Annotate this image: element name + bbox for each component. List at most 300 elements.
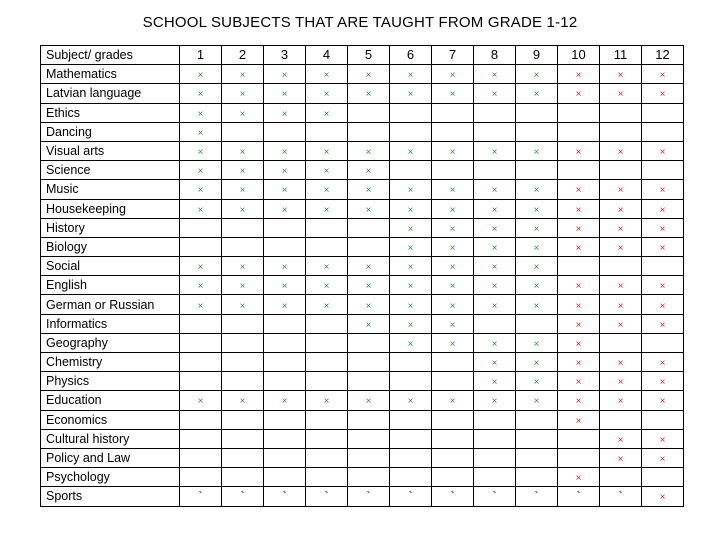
empty-cell bbox=[222, 237, 264, 256]
taught-mark bbox=[390, 218, 432, 237]
table-row bbox=[41, 180, 684, 199]
cross-mark-icon: × bbox=[575, 396, 582, 408]
empty-cell bbox=[222, 372, 264, 391]
cross-mark-icon: × bbox=[617, 185, 624, 197]
cross-mark-icon: × bbox=[449, 147, 456, 159]
tick-mark bbox=[390, 487, 432, 506]
tick-mark bbox=[222, 487, 264, 506]
taught-mark bbox=[642, 84, 684, 103]
subject-name: Housekeeping bbox=[41, 199, 180, 218]
empty-cell bbox=[390, 372, 432, 391]
taught-mark bbox=[390, 199, 432, 218]
cross-mark-icon: × bbox=[197, 89, 204, 101]
grade-header-6: 6 bbox=[390, 46, 432, 65]
empty-cell bbox=[180, 468, 222, 487]
cross-mark-icon: × bbox=[197, 185, 204, 197]
taught-mark bbox=[516, 353, 558, 372]
grade-header-10: 10 bbox=[558, 46, 600, 65]
subject-name: Latvian language bbox=[41, 84, 180, 103]
taught-mark bbox=[600, 353, 642, 372]
empty-cell bbox=[432, 353, 474, 372]
cross-mark-icon: × bbox=[239, 396, 246, 408]
tick-mark bbox=[558, 487, 600, 506]
taught-mark bbox=[600, 65, 642, 84]
cross-mark-icon: × bbox=[617, 89, 624, 101]
taught-mark bbox=[516, 199, 558, 218]
cross-mark-icon: × bbox=[617, 319, 624, 331]
empty-cell bbox=[558, 122, 600, 141]
empty-cell bbox=[600, 122, 642, 141]
taught-mark bbox=[558, 276, 600, 295]
taught-mark bbox=[600, 141, 642, 160]
cross-mark-icon: × bbox=[449, 319, 456, 331]
taught-mark bbox=[180, 295, 222, 314]
empty-cell bbox=[516, 429, 558, 448]
cross-mark-icon: × bbox=[491, 70, 498, 82]
cross-mark-icon: × bbox=[407, 300, 414, 312]
taught-mark bbox=[474, 372, 516, 391]
cross-mark-icon: × bbox=[533, 300, 540, 312]
cross-mark-icon: × bbox=[197, 147, 204, 159]
cross-mark-icon: × bbox=[197, 204, 204, 216]
cross-mark-icon: × bbox=[281, 281, 288, 293]
taught-mark bbox=[642, 65, 684, 84]
cross-mark-icon: × bbox=[239, 204, 246, 216]
taught-mark bbox=[600, 391, 642, 410]
taught-mark bbox=[348, 295, 390, 314]
cross-mark-icon: × bbox=[365, 262, 372, 274]
taught-mark bbox=[348, 314, 390, 333]
subject-name: Ethics bbox=[41, 103, 180, 122]
taught-mark bbox=[600, 199, 642, 218]
cross-mark-icon: × bbox=[239, 262, 246, 274]
table-row bbox=[41, 468, 684, 487]
cross-mark-icon: × bbox=[491, 89, 498, 101]
subject-name: Geography bbox=[41, 333, 180, 352]
taught-mark bbox=[642, 295, 684, 314]
cross-mark-icon: × bbox=[407, 262, 414, 274]
taught-mark bbox=[306, 199, 348, 218]
cross-mark-icon: × bbox=[617, 242, 624, 254]
empty-cell bbox=[432, 410, 474, 429]
cross-mark-icon: × bbox=[617, 204, 624, 216]
empty-cell bbox=[558, 257, 600, 276]
cross-mark-icon: × bbox=[407, 338, 414, 350]
empty-cell bbox=[516, 448, 558, 467]
empty-cell bbox=[348, 122, 390, 141]
page-title: SCHOOL SUBJECTS THAT ARE TAUGHT FROM GRADE 1-12 bbox=[142, 14, 578, 31]
empty-cell bbox=[642, 122, 684, 141]
empty-cell bbox=[642, 410, 684, 429]
taught-mark bbox=[642, 141, 684, 160]
cross-mark-icon: × bbox=[575, 300, 582, 312]
empty-cell bbox=[516, 103, 558, 122]
empty-cell bbox=[180, 333, 222, 352]
cross-mark-icon: × bbox=[281, 204, 288, 216]
taught-mark bbox=[474, 65, 516, 84]
cross-mark-icon: × bbox=[659, 89, 666, 101]
empty-cell bbox=[348, 237, 390, 256]
taught-mark bbox=[432, 141, 474, 160]
taught-mark bbox=[474, 276, 516, 295]
taught-mark bbox=[306, 276, 348, 295]
cross-mark-icon: × bbox=[659, 300, 666, 312]
taught-mark bbox=[390, 314, 432, 333]
cross-mark-icon: × bbox=[239, 300, 246, 312]
cross-mark-icon: × bbox=[365, 185, 372, 197]
empty-cell bbox=[642, 333, 684, 352]
empty-cell bbox=[180, 237, 222, 256]
subject-name: Biology bbox=[41, 237, 180, 256]
taught-mark bbox=[432, 276, 474, 295]
cross-mark-icon: × bbox=[617, 377, 624, 389]
empty-cell bbox=[642, 103, 684, 122]
grade-header-9: 9 bbox=[516, 46, 558, 65]
cross-mark-icon: × bbox=[491, 377, 498, 389]
taught-mark bbox=[390, 276, 432, 295]
taught-mark bbox=[474, 180, 516, 199]
empty-cell bbox=[180, 448, 222, 467]
taught-mark bbox=[180, 103, 222, 122]
cross-mark-icon: × bbox=[281, 300, 288, 312]
taught-mark bbox=[516, 295, 558, 314]
taught-mark bbox=[516, 391, 558, 410]
empty-cell bbox=[264, 353, 306, 372]
empty-cell bbox=[264, 372, 306, 391]
cross-mark-icon: × bbox=[575, 319, 582, 331]
taught-mark bbox=[264, 141, 306, 160]
taught-mark bbox=[600, 429, 642, 448]
empty-cell bbox=[432, 429, 474, 448]
tick-mark-icon: ` bbox=[576, 489, 581, 504]
tick-mark-icon: ` bbox=[198, 489, 203, 504]
taught-mark bbox=[558, 295, 600, 314]
table-row bbox=[41, 103, 684, 122]
cross-mark-icon: × bbox=[533, 147, 540, 159]
cross-mark-icon: × bbox=[533, 358, 540, 370]
empty-cell bbox=[474, 468, 516, 487]
taught-mark bbox=[558, 353, 600, 372]
taught-mark bbox=[642, 237, 684, 256]
cross-mark-icon: × bbox=[491, 281, 498, 293]
taught-mark bbox=[432, 199, 474, 218]
cross-mark-icon: × bbox=[491, 185, 498, 197]
subject-name: Music bbox=[41, 180, 180, 199]
cross-mark-icon: × bbox=[491, 147, 498, 159]
empty-cell bbox=[432, 122, 474, 141]
empty-cell bbox=[348, 353, 390, 372]
grade-header-8: 8 bbox=[474, 46, 516, 65]
empty-cell bbox=[642, 161, 684, 180]
subject-name: Education bbox=[41, 391, 180, 410]
taught-mark bbox=[306, 295, 348, 314]
taught-mark bbox=[474, 141, 516, 160]
cross-mark-icon: × bbox=[491, 396, 498, 408]
table-row bbox=[41, 84, 684, 103]
empty-cell bbox=[390, 429, 432, 448]
taught-mark bbox=[558, 65, 600, 84]
taught-mark bbox=[390, 257, 432, 276]
cross-mark-icon: × bbox=[659, 377, 666, 389]
cross-mark-icon: × bbox=[533, 185, 540, 197]
cross-mark-icon: × bbox=[449, 89, 456, 101]
cross-mark-icon: × bbox=[365, 89, 372, 101]
cross-mark-icon: × bbox=[617, 147, 624, 159]
taught-mark bbox=[558, 218, 600, 237]
taught-mark bbox=[642, 391, 684, 410]
subject-name: Chemistry bbox=[41, 353, 180, 372]
empty-cell bbox=[306, 218, 348, 237]
cross-mark-icon: × bbox=[323, 281, 330, 293]
cross-mark-icon: × bbox=[239, 281, 246, 293]
taught-mark bbox=[474, 199, 516, 218]
cross-mark-icon: × bbox=[323, 108, 330, 120]
taught-mark bbox=[264, 84, 306, 103]
cross-mark-icon: × bbox=[281, 396, 288, 408]
taught-mark bbox=[222, 276, 264, 295]
cross-mark-icon: × bbox=[365, 319, 372, 331]
cross-mark-icon: × bbox=[575, 223, 582, 235]
empty-cell bbox=[264, 122, 306, 141]
cross-mark-icon: × bbox=[575, 70, 582, 82]
cross-mark-icon: × bbox=[491, 223, 498, 235]
cross-mark-icon: × bbox=[197, 300, 204, 312]
empty-cell bbox=[558, 103, 600, 122]
cross-mark-icon: × bbox=[323, 396, 330, 408]
cross-mark-icon: × bbox=[617, 300, 624, 312]
taught-mark bbox=[264, 257, 306, 276]
cross-mark-icon: × bbox=[659, 242, 666, 254]
cross-mark-icon: × bbox=[491, 300, 498, 312]
cross-mark-icon: × bbox=[407, 70, 414, 82]
cross-mark-icon: × bbox=[533, 223, 540, 235]
cross-mark-icon: × bbox=[239, 185, 246, 197]
cross-mark-icon: × bbox=[449, 262, 456, 274]
taught-mark bbox=[600, 314, 642, 333]
taught-mark bbox=[180, 276, 222, 295]
taught-mark bbox=[432, 257, 474, 276]
cross-mark-icon: × bbox=[365, 166, 372, 178]
cross-mark-icon: × bbox=[617, 70, 624, 82]
empty-cell bbox=[306, 429, 348, 448]
empty-cell bbox=[432, 448, 474, 467]
table-row bbox=[41, 218, 684, 237]
empty-cell bbox=[600, 103, 642, 122]
cross-mark-icon: × bbox=[365, 281, 372, 293]
table-row bbox=[41, 257, 684, 276]
cross-mark-icon: × bbox=[575, 415, 582, 427]
empty-cell bbox=[222, 429, 264, 448]
empty-cell bbox=[306, 122, 348, 141]
taught-mark bbox=[222, 295, 264, 314]
cross-mark-icon: × bbox=[533, 262, 540, 274]
empty-cell bbox=[306, 314, 348, 333]
empty-cell bbox=[516, 468, 558, 487]
cross-mark-icon: × bbox=[197, 166, 204, 178]
table-row bbox=[41, 448, 684, 467]
taught-mark bbox=[180, 199, 222, 218]
taught-mark bbox=[600, 237, 642, 256]
taught-mark bbox=[264, 65, 306, 84]
taught-mark bbox=[642, 353, 684, 372]
cross-mark-icon: × bbox=[281, 89, 288, 101]
cross-mark-icon: × bbox=[575, 377, 582, 389]
table-row bbox=[41, 410, 684, 429]
cross-mark-icon: × bbox=[575, 147, 582, 159]
tick-mark-icon: ` bbox=[618, 489, 623, 504]
cross-mark-icon: × bbox=[659, 319, 666, 331]
cross-mark-icon: × bbox=[491, 358, 498, 370]
empty-cell bbox=[264, 448, 306, 467]
taught-mark bbox=[642, 276, 684, 295]
cross-mark-icon: × bbox=[659, 396, 666, 408]
empty-cell bbox=[306, 468, 348, 487]
taught-mark bbox=[306, 141, 348, 160]
cross-mark-icon: × bbox=[533, 338, 540, 350]
empty-cell bbox=[474, 314, 516, 333]
empty-cell bbox=[600, 410, 642, 429]
tick-mark bbox=[264, 487, 306, 506]
cross-mark-icon: × bbox=[533, 396, 540, 408]
header-row bbox=[41, 46, 684, 65]
subject-name: Physics bbox=[41, 372, 180, 391]
tick-mark-icon: ` bbox=[240, 489, 245, 504]
grade-header-4: 4 bbox=[306, 46, 348, 65]
cross-mark-icon: × bbox=[491, 338, 498, 350]
cross-mark-icon: × bbox=[239, 108, 246, 120]
tick-mark bbox=[432, 487, 474, 506]
taught-mark bbox=[348, 84, 390, 103]
cross-mark-icon: × bbox=[617, 434, 624, 446]
taught-mark bbox=[600, 180, 642, 199]
empty-cell bbox=[516, 314, 558, 333]
empty-cell bbox=[390, 410, 432, 429]
taught-mark bbox=[600, 372, 642, 391]
table-row bbox=[41, 141, 684, 160]
empty-cell bbox=[264, 410, 306, 429]
taught-mark bbox=[348, 257, 390, 276]
cross-mark-icon: × bbox=[659, 185, 666, 197]
subject-name: Dancing bbox=[41, 122, 180, 141]
cross-mark-icon: × bbox=[281, 147, 288, 159]
cross-mark-icon: × bbox=[365, 396, 372, 408]
cross-mark-icon: × bbox=[239, 147, 246, 159]
taught-mark bbox=[474, 257, 516, 276]
cross-mark-icon: × bbox=[617, 281, 624, 293]
taught-mark bbox=[516, 237, 558, 256]
empty-cell bbox=[180, 429, 222, 448]
taught-mark bbox=[348, 141, 390, 160]
empty-cell bbox=[180, 410, 222, 429]
empty-cell bbox=[264, 333, 306, 352]
taught-mark bbox=[642, 448, 684, 467]
taught-mark bbox=[642, 199, 684, 218]
cross-mark-icon: × bbox=[575, 242, 582, 254]
cross-mark-icon: × bbox=[617, 223, 624, 235]
subject-name: English bbox=[41, 276, 180, 295]
taught-mark bbox=[180, 141, 222, 160]
subject-name: Policy and Law bbox=[41, 448, 180, 467]
cross-mark-icon: × bbox=[533, 377, 540, 389]
cross-mark-icon: × bbox=[617, 358, 624, 370]
empty-cell bbox=[222, 410, 264, 429]
taught-mark bbox=[222, 391, 264, 410]
table-row bbox=[41, 65, 684, 84]
taught-mark bbox=[348, 391, 390, 410]
empty-cell bbox=[558, 429, 600, 448]
empty-cell bbox=[222, 333, 264, 352]
empty-cell bbox=[474, 448, 516, 467]
taught-mark bbox=[558, 372, 600, 391]
cross-mark-icon: × bbox=[323, 70, 330, 82]
taught-mark bbox=[516, 84, 558, 103]
taught-mark bbox=[180, 257, 222, 276]
cross-mark-icon: × bbox=[449, 338, 456, 350]
empty-cell bbox=[390, 468, 432, 487]
cross-mark-icon: × bbox=[365, 300, 372, 312]
taught-mark bbox=[390, 237, 432, 256]
cross-mark-icon: × bbox=[281, 262, 288, 274]
table-row bbox=[41, 237, 684, 256]
cross-mark-icon: × bbox=[197, 108, 204, 120]
taught-mark bbox=[558, 141, 600, 160]
cross-mark-icon: × bbox=[659, 492, 666, 504]
cross-mark-icon: × bbox=[659, 454, 666, 466]
taught-mark bbox=[558, 180, 600, 199]
table-row bbox=[41, 161, 684, 180]
taught-mark bbox=[264, 276, 306, 295]
cross-mark-icon: × bbox=[197, 281, 204, 293]
taught-mark bbox=[390, 295, 432, 314]
taught-mark bbox=[306, 65, 348, 84]
taught-mark bbox=[558, 314, 600, 333]
taught-mark bbox=[516, 333, 558, 352]
cross-mark-icon: × bbox=[533, 204, 540, 216]
taught-mark bbox=[600, 84, 642, 103]
cross-mark-icon: × bbox=[323, 204, 330, 216]
tick-mark-icon: ` bbox=[492, 489, 497, 504]
taught-mark bbox=[264, 161, 306, 180]
empty-cell bbox=[600, 468, 642, 487]
cross-mark-icon: × bbox=[659, 434, 666, 446]
empty-cell bbox=[600, 161, 642, 180]
taught-mark bbox=[432, 391, 474, 410]
taught-mark bbox=[516, 276, 558, 295]
cross-mark-icon: × bbox=[407, 89, 414, 101]
taught-mark bbox=[222, 141, 264, 160]
cross-mark-icon: × bbox=[491, 242, 498, 254]
cross-mark-icon: × bbox=[659, 223, 666, 235]
cross-mark-icon: × bbox=[533, 281, 540, 293]
taught-mark bbox=[642, 218, 684, 237]
cross-mark-icon: × bbox=[323, 262, 330, 274]
taught-mark bbox=[600, 295, 642, 314]
empty-cell bbox=[222, 218, 264, 237]
cross-mark-icon: × bbox=[407, 204, 414, 216]
empty-cell bbox=[558, 448, 600, 467]
taught-mark bbox=[348, 276, 390, 295]
empty-cell bbox=[348, 410, 390, 429]
empty-cell bbox=[432, 468, 474, 487]
cross-mark-icon: × bbox=[575, 338, 582, 350]
subject-name: Economics bbox=[41, 410, 180, 429]
taught-mark bbox=[390, 180, 432, 199]
tick-mark-icon: ` bbox=[450, 489, 455, 504]
cross-mark-icon: × bbox=[575, 358, 582, 370]
taught-mark bbox=[180, 161, 222, 180]
empty-cell bbox=[474, 161, 516, 180]
empty-cell bbox=[264, 429, 306, 448]
